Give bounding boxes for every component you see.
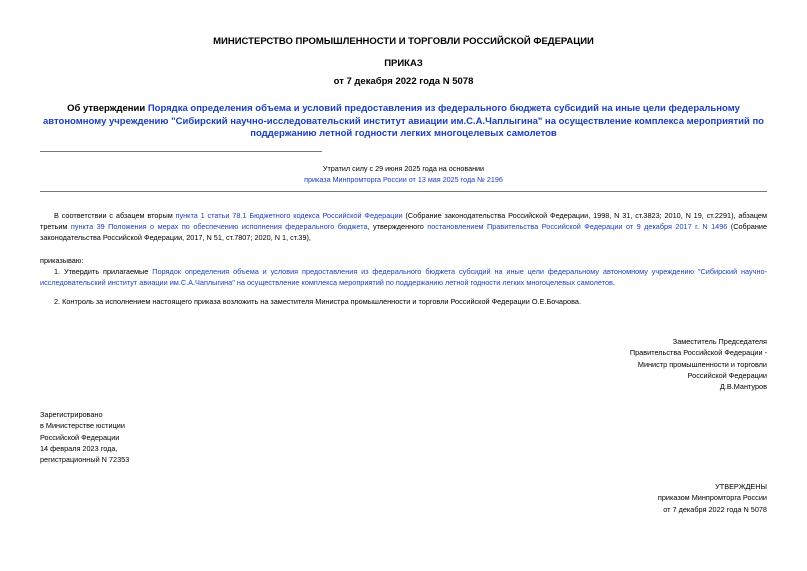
registration-line: Российской Федерации	[40, 432, 120, 442]
approved-line: УТВЕРЖДЕНЫ	[715, 482, 767, 491]
clause-1	[40, 266, 767, 288]
doc-date-heading: от 7 декабря 2022 года N 5078	[333, 76, 474, 87]
approved-line: от 7 декабря 2022 года N 5078	[663, 504, 767, 514]
clause-1-text: 1. Утвердить прилагаемые	[54, 267, 153, 276]
short-divider	[40, 151, 322, 152]
signature-line: Российской Федерации	[687, 370, 767, 380]
clause-1-end: .	[612, 278, 615, 287]
doc-type-heading: ПРИКАЗ	[384, 58, 423, 69]
lost-force-link[interactable]: приказа Минпромторга России от 13 мая 2025 года № 2196	[304, 175, 503, 184]
signature-block	[560, 336, 767, 392]
registration-line: в Министерстве юстиции	[40, 421, 125, 431]
regulation-link[interactable]: пункта 39 Положения о мерах по обеспечению исполнения федерального бюджета	[70, 222, 368, 231]
title-prefix: Об утверждении	[67, 103, 148, 114]
registration-line: 14 февраля 2023 года,	[40, 443, 118, 453]
signature-line: Заместитель Председателя	[672, 337, 767, 346]
preamble-text-a: В соответствии с абзацем вторым	[54, 211, 176, 220]
preamble-text-d: (Собрание законодательства Российской Федерации, 2017, N 51, ст.7807; 2020, N 1, ст.39),	[40, 222, 767, 242]
signature-line: Министр промышленности и торговли	[637, 359, 767, 369]
procedure-link[interactable]: Порядок определения объема и условия предоставления из федерального бюджета субсидий на иные цели федеральному автономному учреждению "Сибирский научно-исследовательский институт авиации им.С.А.Чаплыгина" на осуществление комплекса мероприятий по поддержанию летной годности легких многоцелевых самолетов	[40, 267, 767, 287]
preamble-text-b: (Собрание законодательства Российской Федерации, 1998, N 31, ст.3823; 2010, N 19, ст.2291), абзацем третьим	[40, 211, 767, 231]
signature-name: Д.В.Мантуров	[719, 382, 767, 392]
document-title	[40, 103, 767, 141]
lost-force-text: Утратил силу с 29 июня 2025 года на основании	[322, 164, 485, 173]
registration-block	[40, 409, 240, 465]
lost-force-note	[40, 163, 767, 185]
preamble-paragraph	[40, 210, 767, 243]
registration-line: Зарегистрировано	[40, 410, 103, 419]
approved-line: приказом Минпромторга России	[657, 493, 767, 503]
order-word: приказываю:	[40, 256, 84, 265]
preamble-text-c: , утвержденного	[367, 222, 428, 231]
budget-code-link[interactable]: пункта 1 статьи 78.1 Бюджетного кодекса Российской Федерации	[175, 211, 403, 220]
long-divider	[40, 191, 767, 192]
title-link[interactable]: Порядка определения объема и условий предоставления из федерального бюджета субсидий на иные цели федеральному автономному учреждению "Сибирский научно-исследовательский институт авиации им.С.А.Чаплыгина" на осуществление комплекса мероприятий по поддержанию летной годности легких многоцелевых самолетов	[42, 103, 764, 139]
clause-2	[40, 296, 767, 307]
resolution-link[interactable]: постановлением Правительства Российской Федерации от 9 декабря 2017 г. N 1496	[427, 222, 728, 231]
registration-line: регистрационный N 72353	[40, 455, 130, 465]
clause-2-text: 2. Контроль за исполнением настоящего приказа возложить на заместителя Министра промышленности и торговли Российской Федерации О.Е.Бочарова.	[54, 297, 581, 306]
ministry-heading: МИНИСТЕРСТВО ПРОМЫШЛЕННОСТИ И ТОРГОВЛИ РОССИЙСКОЙ ФЕДЕРАЦИИ	[213, 36, 594, 47]
approved-block	[560, 481, 767, 515]
signature-line: Правительства Российской Федерации -	[629, 348, 767, 358]
